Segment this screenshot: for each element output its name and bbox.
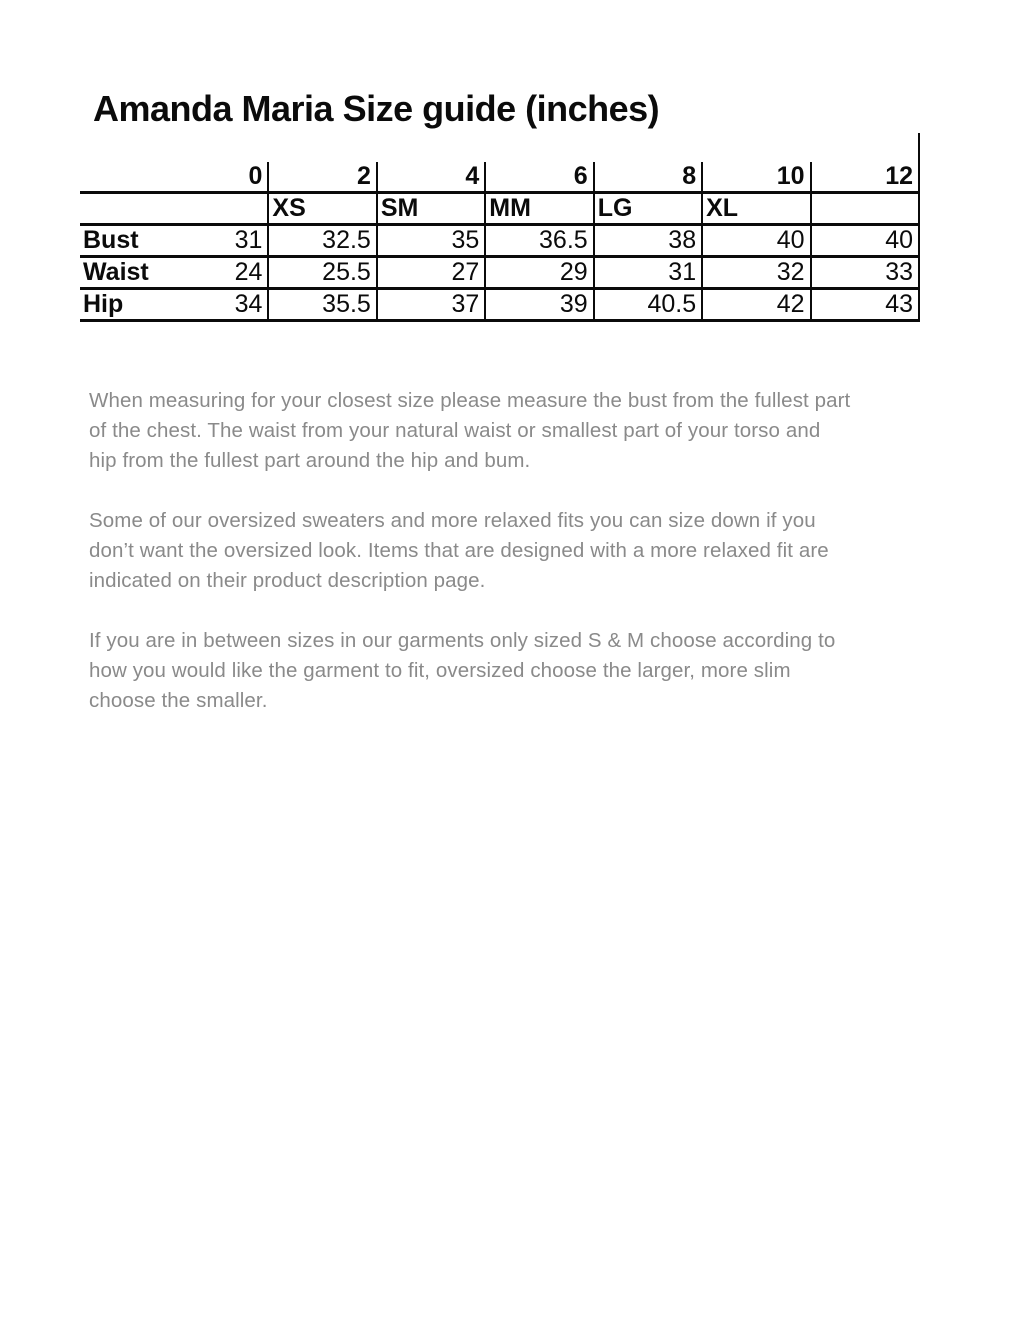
measurement-value: 38 [594,225,702,257]
letter-size-row [80,193,919,225]
letter-size-cell: XS [268,193,376,225]
measurement-value: 25.5 [268,257,376,289]
letter-size-label-cell [80,193,160,225]
paragraph-line: of the chest. The waist from your natural waist or smallest part of your torso and [89,419,821,442]
paragraph-line: don’t want the oversized look. Items that are designed with a more relaxed fit are [89,539,829,562]
paragraph-line: how you would like the garment to fit, oversized choose the larger, more slim [89,659,791,682]
paragraph-between-sizes [89,626,959,716]
paragraph-line: indicated on their product description page. [89,569,486,592]
measurement-value: 36.5 [485,225,593,257]
measurement-value: 39 [485,289,593,321]
measurement-value: 40 [702,225,810,257]
numeric-size-header: 6 [485,162,593,193]
size-table-container [80,162,920,322]
measurement-value: 37 [377,289,485,321]
measurement-value: 34 [160,289,268,321]
measurement-value: 40.5 [594,289,702,321]
measurement-value: 32 [702,257,810,289]
measurement-value: 40 [811,225,919,257]
body-text [89,386,959,746]
numeric-size-header: 8 [594,162,702,193]
paragraph-line: hip from the fullest part around the hip and bum. [89,449,531,472]
measurement-value: 35 [377,225,485,257]
measurement-value: 24 [160,257,268,289]
numeric-size-header: 10 [702,162,810,193]
measurement-value: 29 [485,257,593,289]
numeric-size-header: 12 [811,162,919,193]
measurement-value: 35.5 [268,289,376,321]
measurement-row-hip [80,289,919,321]
paragraph-line: If you are in between sizes in our garments only sized S & M choose according to [89,629,836,652]
numeric-size-header: 4 [377,162,485,193]
letter-size-cell [811,193,919,225]
paragraph-measuring-guide [89,386,959,476]
numeric-size-header: 2 [268,162,376,193]
letter-size-cell: MM [485,193,593,225]
letter-size-cell: XL [702,193,810,225]
letter-size-cell: LG [594,193,702,225]
measurement-value: 31 [160,225,268,257]
measurement-value: 43 [811,289,919,321]
paragraph-line: choose the smaller. [89,689,268,712]
numeric-size-header: 0 [160,162,268,193]
paragraph-line: Some of our oversized sweaters and more relaxed fits you can size down if you [89,509,816,532]
table-top-right-tick [918,133,920,162]
corner-cell [80,162,160,193]
letter-size-cell: SM [377,193,485,225]
numeric-size-header-row [80,162,919,193]
letter-size-cell [160,193,268,225]
paragraph-oversized-fits [89,506,959,596]
measurement-label: Waist [83,258,149,286]
measurement-value: 33 [811,257,919,289]
measurement-label: Bust [83,226,139,254]
measurement-row-bust [80,225,919,257]
page-title: Amanda Maria Size guide (inches) [93,88,660,129]
measurement-value: 32.5 [268,225,376,257]
measurement-value: 42 [702,289,810,321]
measurement-label: Hip [83,290,124,318]
measurement-value: 27 [377,257,485,289]
measurement-row-waist [80,257,919,289]
paragraph-line: When measuring for your closest size please measure the bust from the fullest part [89,389,851,412]
size-table [80,162,920,322]
measurement-value: 31 [594,257,702,289]
